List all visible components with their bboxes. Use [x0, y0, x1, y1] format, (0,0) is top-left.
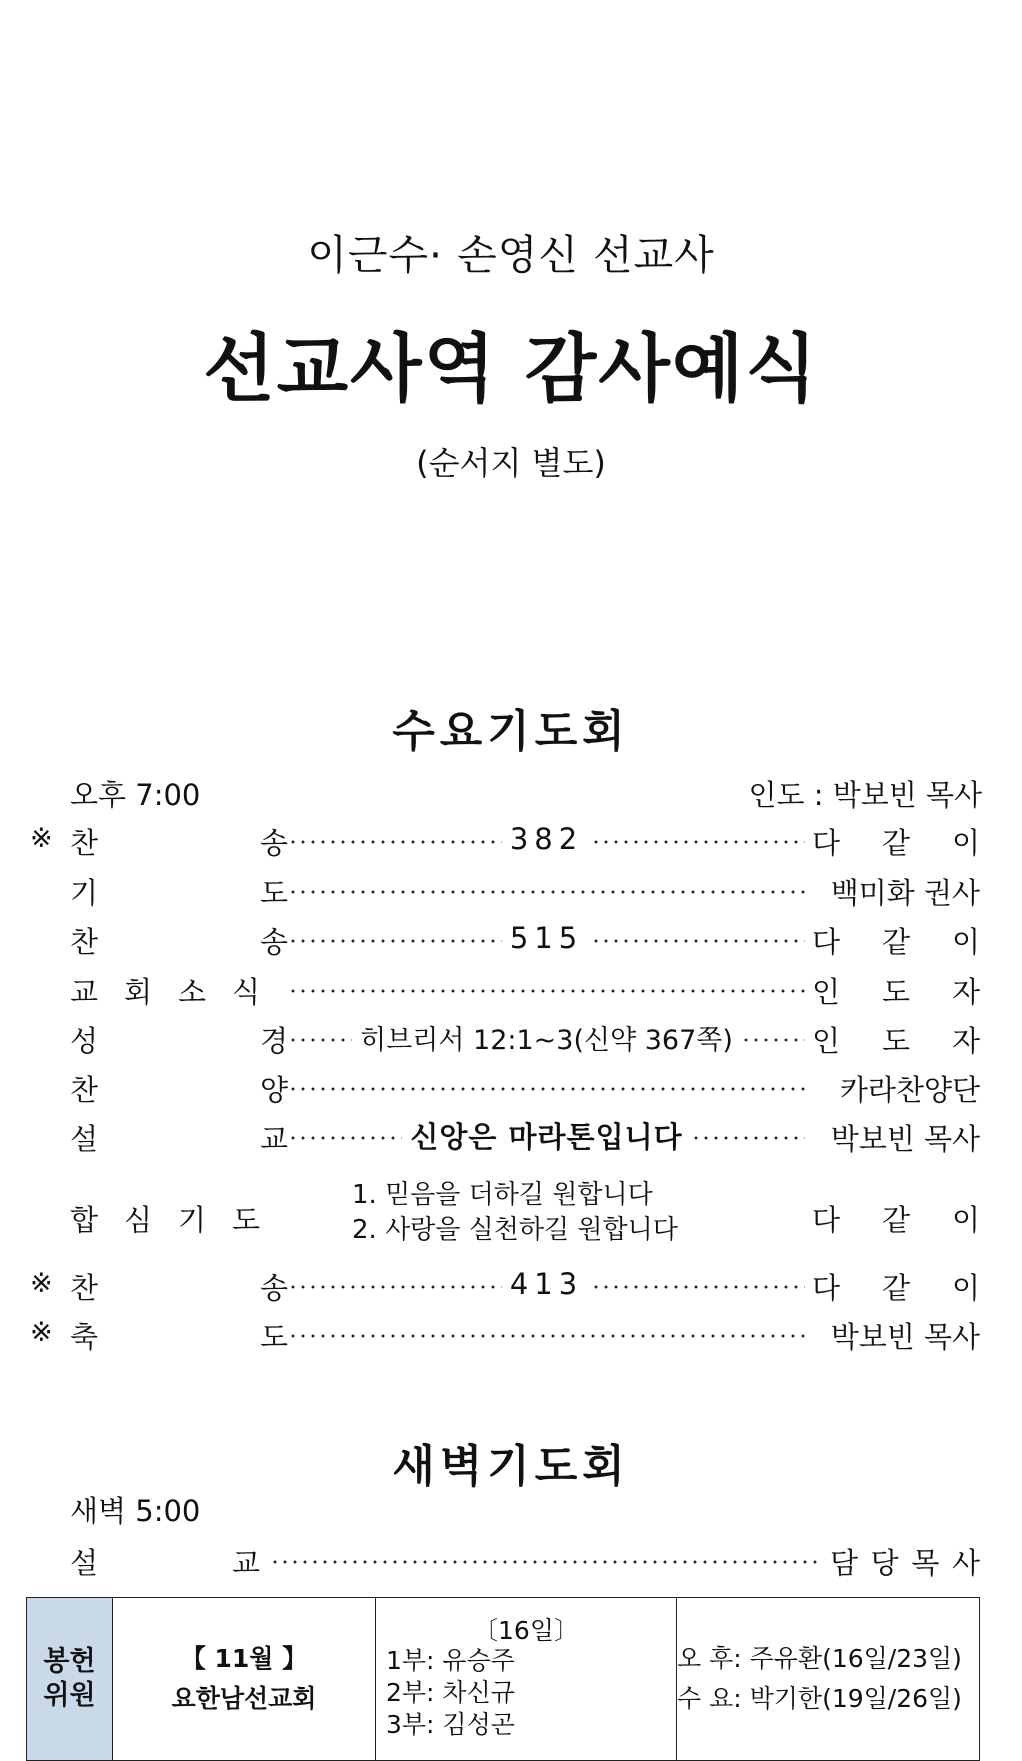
performer-char: 이	[951, 1271, 980, 1305]
performer-char: 자	[951, 1024, 980, 1058]
label-char: 교	[231, 1546, 260, 1580]
performer-char: 같	[881, 925, 910, 959]
dawn-sermon-performer	[830, 1541, 980, 1582]
performer-char: 다	[812, 826, 841, 860]
dawn-time: 새벽 5:00	[70, 1494, 201, 1528]
order-detail: 신앙은 마라톤입니다	[410, 1119, 683, 1154]
order-row	[30, 918, 980, 958]
label-char: 기	[70, 876, 99, 910]
unison-prayer-items	[352, 1178, 678, 1248]
order-performer	[812, 1019, 980, 1060]
offering-label-line: 위원	[43, 1680, 96, 1711]
order-label	[70, 1019, 288, 1060]
leader-dots	[288, 1313, 805, 1353]
unison-prayer-performer	[812, 1198, 980, 1239]
label-char: 송	[259, 925, 288, 959]
performer-char: 담	[830, 1546, 859, 1580]
order-row	[30, 1313, 980, 1353]
label-char: 송	[259, 826, 288, 860]
prayer-item: 1. 믿음을 더하길 원합니다	[352, 1180, 653, 1210]
unison-prayer-row	[30, 1176, 980, 1256]
dot-leader	[288, 840, 502, 844]
dot-leader	[288, 890, 805, 894]
order-row	[30, 1017, 980, 1057]
dot-leader	[741, 1038, 805, 1042]
order-row	[30, 1066, 980, 1106]
label-char: 축	[70, 1320, 99, 1354]
order-label	[70, 1315, 288, 1356]
performer-char: 같	[881, 1271, 910, 1305]
label-char: 기	[177, 1203, 206, 1237]
order-row	[30, 869, 980, 909]
label-char: 찬	[70, 925, 99, 959]
leader-dots	[288, 1264, 805, 1304]
order-performer	[812, 1266, 980, 1307]
order-performer	[812, 821, 980, 862]
leader-dots	[288, 1017, 805, 1057]
label-char: 소	[177, 975, 206, 1009]
order-detail: 히브리서 12:1~3(신약 367쪽)	[360, 1024, 733, 1056]
leader-dots	[270, 1539, 820, 1579]
dot-leader	[288, 1334, 805, 1338]
leader-dots	[288, 1066, 805, 1106]
wednesday-section-title: 수요기도회	[392, 706, 630, 757]
dot-leader	[591, 939, 805, 943]
leader-dots	[288, 968, 805, 1008]
label-char: 경	[259, 1024, 288, 1058]
unison-prayer-label	[70, 1198, 260, 1239]
label-char: 회	[123, 975, 152, 1009]
order-performer	[812, 920, 980, 961]
performer-char: 다	[812, 1271, 841, 1305]
label-char: 찬	[70, 1271, 99, 1305]
dawn-sermon-row	[30, 1539, 980, 1579]
order-label	[70, 1068, 288, 1109]
order-label	[70, 970, 260, 1011]
leader-dots	[288, 1115, 805, 1155]
performer-char: 다	[812, 925, 841, 959]
wednesday-time: 오후 7:00	[70, 778, 201, 812]
order-detail: 382	[509, 822, 584, 856]
label-char: 도	[259, 1320, 288, 1354]
order-label	[70, 871, 288, 912]
performer-char: 자	[951, 975, 980, 1009]
dot-leader	[591, 840, 805, 844]
label-char: 도	[259, 876, 288, 910]
performer-char: 목	[911, 1546, 940, 1580]
performer-char: 이	[951, 925, 980, 959]
label-char: 양	[259, 1073, 288, 1107]
label-char: 도	[231, 1203, 260, 1237]
offering-evening: 오 후: 주유환(16일/23일)	[677, 1644, 962, 1673]
dot-leader	[591, 1285, 805, 1289]
order-performer: 박보빈 목사	[830, 1320, 980, 1354]
label-char: 설	[70, 1122, 99, 1156]
performer-char: 사	[951, 1546, 980, 1580]
leader-dots	[288, 869, 805, 909]
offering-month-cell	[113, 1598, 376, 1761]
dot-leader	[288, 1038, 352, 1042]
order-row	[30, 819, 980, 859]
label-char: 교	[259, 1122, 288, 1156]
performer-char: 인	[812, 1024, 841, 1058]
order-label	[70, 821, 288, 862]
order-label	[70, 1266, 288, 1307]
dot-leader	[288, 939, 502, 943]
program-note: (순서지 별도)	[416, 444, 606, 482]
offering-label-cell	[27, 1598, 113, 1761]
offering-group: 요한남선교회	[171, 1684, 317, 1713]
dot-leader	[288, 989, 805, 993]
offering-service: 1부: 유승주	[386, 1646, 515, 1675]
dawn-sermon-label	[70, 1541, 260, 1582]
offering-committee-table	[26, 1597, 980, 1761]
performer-char: 다	[812, 1203, 841, 1237]
offering-evening: 수 요: 박기한(19일/26일)	[677, 1684, 962, 1713]
order-detail: 515	[509, 921, 584, 955]
label-char: 송	[259, 1271, 288, 1305]
dot-leader	[288, 1285, 502, 1289]
performer-char: 이	[951, 1203, 980, 1237]
offering-service: 3부: 김성곤	[386, 1710, 515, 1739]
required-mark: ※	[30, 1268, 53, 1299]
dawn-section-title: 새벽기도회	[392, 1441, 630, 1492]
offering-evening-cell	[677, 1598, 980, 1761]
subtitle: 이근수· 손영신 선교사	[307, 231, 715, 279]
order-performer: 백미화 권사	[830, 876, 980, 910]
offering-services-cell	[376, 1598, 677, 1761]
dot-leader	[691, 1136, 805, 1140]
performer-char: 같	[881, 1203, 910, 1237]
performer-char: 당	[870, 1546, 899, 1580]
performer-char: 도	[881, 1024, 910, 1058]
order-label	[70, 920, 288, 961]
main-title: 선교사역 감사예식	[203, 326, 819, 412]
performer-char: 도	[881, 975, 910, 1009]
order-row	[30, 968, 980, 1008]
label-char: 교	[70, 975, 99, 1009]
leader-dots	[288, 918, 805, 958]
label-char: 찬	[70, 826, 99, 860]
wednesday-leader: 인도 : 박보빈 목사	[748, 778, 982, 812]
offering-month: 【 11월 】	[180, 1644, 308, 1673]
order-performer: 카라찬양단	[839, 1073, 980, 1107]
order-row	[30, 1115, 980, 1155]
order-label	[70, 1117, 288, 1158]
leader-dots	[288, 819, 805, 859]
required-mark: ※	[30, 823, 53, 854]
order-detail: 413	[509, 1267, 584, 1301]
performer-char: 이	[951, 826, 980, 860]
offering-date: 〔16일〕	[473, 1616, 579, 1645]
dot-leader	[288, 1136, 402, 1140]
order-performer: 박보빈 목사	[830, 1122, 980, 1156]
performer-char: 인	[812, 975, 841, 1009]
label-char: 심	[123, 1203, 152, 1237]
offering-label-line: 봉헌	[43, 1646, 96, 1677]
dot-leader	[288, 1087, 805, 1091]
order-performer	[812, 970, 980, 1011]
offering-service: 2부: 차신규	[386, 1678, 515, 1707]
label-char: 성	[70, 1024, 99, 1058]
required-mark: ※	[30, 1317, 53, 1348]
label-char: 설	[70, 1546, 99, 1580]
label-char: 찬	[70, 1073, 99, 1107]
label-char: 식	[231, 975, 260, 1009]
prayer-item: 2. 사랑을 실천하길 원합니다	[352, 1215, 678, 1245]
order-row	[30, 1264, 980, 1304]
performer-char: 같	[881, 826, 910, 860]
label-char: 합	[70, 1203, 99, 1237]
